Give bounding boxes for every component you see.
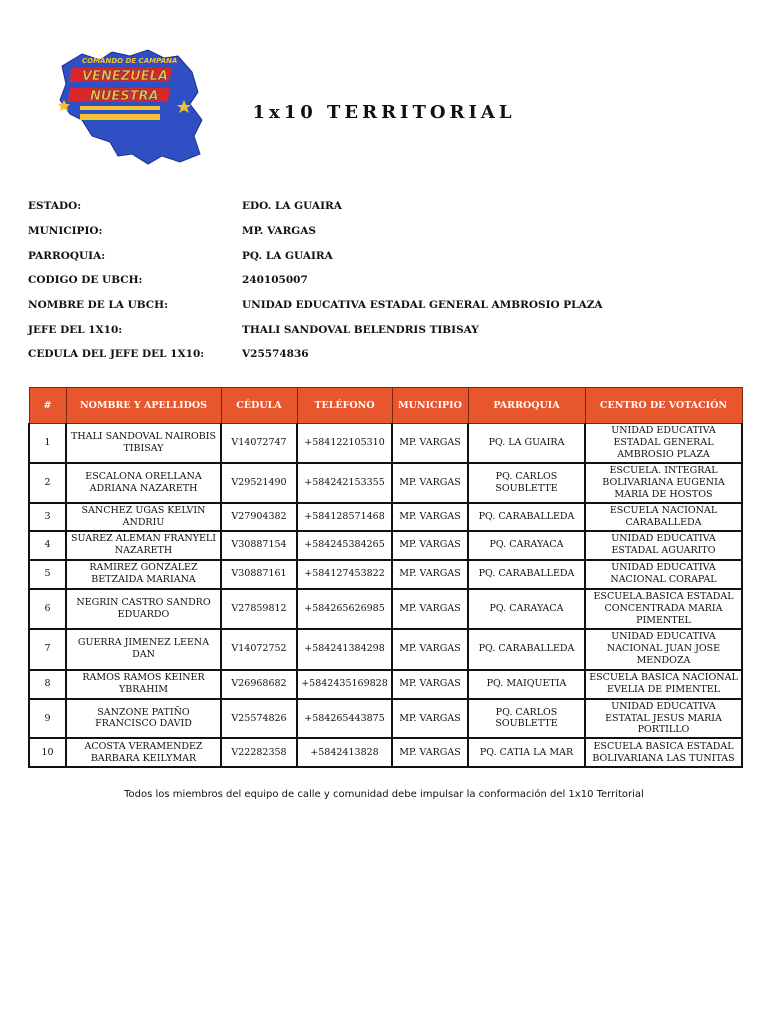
table-cell: MP. VARGAS (392, 531, 468, 560)
table-cell: PQ. CARLOS SOUBLETTE (468, 463, 585, 503)
table-cell: PQ. MAIQUETIA (468, 670, 585, 699)
info-label: NOMBRE DE LA UBCH: (28, 299, 168, 312)
info-value: MP. VARGAS (242, 225, 316, 238)
table-header-row (29, 388, 742, 424)
table-cell: +584245384265 (297, 531, 392, 560)
table-row (29, 463, 742, 503)
table-cell: PQ. CARABALLEDA (468, 629, 585, 670)
table-cell: PQ. CARAYACA (468, 589, 585, 629)
table-cell: +584128571468 (297, 503, 392, 531)
table-cell: +584241384298 (297, 629, 392, 670)
column-header: NOMBRE Y APELLIDOS (66, 388, 221, 424)
info-label: CODIGO DE UBCH: (28, 274, 143, 287)
table-cell: ESCALONA ORELLANA ADRIANA NAZARETH (66, 463, 221, 503)
table-cell: MP. VARGAS (392, 670, 468, 699)
info-row (28, 219, 748, 244)
info-value: THALI SANDOVAL BELENDRIS TIBISAY (242, 323, 479, 336)
table-cell: +584122105310 (297, 424, 392, 463)
table-cell: PQ. LA GUAIRA (468, 424, 585, 463)
table-cell: V22282358 (221, 738, 297, 767)
footer-note: Todos los miembros del equipo de calle y comunidad debe impulsar la conformación del 1x10 Territorial (124, 789, 644, 800)
table-cell: UNIDAD EDUCATIVA ESTADAL GENERAL AMBROSIO PLAZA (585, 424, 742, 463)
table-cell: MP. VARGAS (392, 424, 468, 463)
info-value: PQ. LA GUAIRA (242, 249, 333, 262)
table-cell: 1 (29, 424, 66, 463)
table-cell: 3 (29, 503, 66, 531)
table-cell: 5 (29, 560, 66, 589)
table-cell: PQ. CARABALLEDA (468, 503, 585, 531)
table-cell: GUERRA JIMENEZ LEENA DAN (66, 629, 221, 670)
info-label: CEDULA DEL JEFE DEL 1X10: (28, 348, 205, 361)
table-cell: 2 (29, 463, 66, 503)
info-row (28, 194, 748, 219)
table-cell: SANCHEZ UGAS KELVIN ANDRIU (66, 503, 221, 531)
table-cell: +584127453822 (297, 560, 392, 589)
column-header: # (29, 388, 66, 424)
table-cell: V14072747 (221, 424, 297, 463)
table-cell: 4 (29, 531, 66, 560)
table-cell: +584265626985 (297, 589, 392, 629)
table-cell: ESCUELA BASICA NACIONAL EVELIA DE PIMENTEL (585, 670, 742, 699)
column-header: MUNICIPIO (392, 388, 468, 424)
table-row (29, 629, 742, 670)
info-label: ESTADO: (28, 200, 82, 213)
table-cell: +5842413828 (297, 738, 392, 767)
document-title: 1x10 TERRITORIAL (252, 102, 516, 123)
table-cell: V25574826 (221, 699, 297, 739)
table-cell: MP. VARGAS (392, 560, 468, 589)
column-header: TELÉFONO (297, 388, 392, 424)
table-cell: SUAREZ ALEMAN FRANYELI NAZARETH (66, 531, 221, 560)
table-cell: +5842435169828 (297, 670, 392, 699)
table-cell: V30887154 (221, 531, 297, 560)
table-cell: ESCUELA BASICA ESTADAL BOLIVARIANA LAS TUNITAS (585, 738, 742, 767)
logo-top-text: COMANDO DE CAMPAÑA (82, 57, 178, 65)
table-cell: MP. VARGAS (392, 589, 468, 629)
table-cell: V30887161 (221, 560, 297, 589)
table-cell: UNIDAD EDUCATIVA NACIONAL JUAN JOSE MENDOZA (585, 629, 742, 670)
table-cell: THALI SANDOVAL NAIROBIS TIBISAY (66, 424, 221, 463)
info-row (28, 243, 748, 268)
table-cell: MP. VARGAS (392, 738, 468, 767)
table-row (29, 738, 742, 767)
table-cell: UNIDAD EDUCATIVA ESTATAL JESUS MARIA PORTILLO (585, 699, 742, 739)
table-cell: ACOSTA VERAMENDEZ BARBARA KEILYMAR (66, 738, 221, 767)
table-row (29, 424, 742, 463)
table-row (29, 699, 742, 739)
table-row (29, 589, 742, 629)
table-cell: 9 (29, 699, 66, 739)
table-cell: +584265443875 (297, 699, 392, 739)
info-label: JEFE DEL 1X10: (28, 323, 123, 336)
column-header: CENTRO DE VOTACIÓN (585, 388, 742, 424)
table-cell: SANZONE PATIÑO FRANCISCO DAVID (66, 699, 221, 739)
info-row (28, 342, 748, 367)
table-cell: 8 (29, 670, 66, 699)
info-row (28, 317, 748, 342)
table-cell: RAMIREZ GONZALEZ BETZAIDA MARIANA (66, 560, 221, 589)
table-cell: MP. VARGAS (392, 629, 468, 670)
table-cell: MP. VARGAS (392, 503, 468, 531)
info-value: V25574836 (242, 348, 309, 361)
members-table (28, 387, 743, 768)
table-cell: UNIDAD EDUCATIVA NACIONAL CORAPAL (585, 560, 742, 589)
column-header: CÉDULA (221, 388, 297, 424)
info-value: EDO. LA GUAIRA (242, 200, 342, 213)
logo-line1: VENEZUELA (82, 69, 168, 84)
table-cell: V26968682 (221, 670, 297, 699)
table-cell: PQ. CARLOS SOUBLETTE (468, 699, 585, 739)
table-row (29, 531, 742, 560)
table-cell: +584242153355 (297, 463, 392, 503)
info-value: UNIDAD EDUCATIVA ESTADAL GENERAL AMBROSIO PLAZA (242, 299, 603, 312)
table-row (29, 670, 742, 699)
table-cell: 6 (29, 589, 66, 629)
table-cell: NEGRIN CASTRO SANDRO EDUARDO (66, 589, 221, 629)
table-cell: RAMOS RAMOS KEINER YBRAHIM (66, 670, 221, 699)
table-cell: V27859812 (221, 589, 297, 629)
table-cell: ESCUELA.BASICA ESTADAL CONCENTRADA MARIA PIMENTEL (585, 589, 742, 629)
table-cell: ESCUELA. INTEGRAL BOLIVARIANA EUGENIA MARIA DE HOSTOS (585, 463, 742, 503)
table-row (29, 503, 742, 531)
table-cell: V27904382 (221, 503, 297, 531)
table-row (29, 560, 742, 589)
info-row (28, 268, 748, 293)
table-cell: ESCUELA NACIONAL CARABALLEDA (585, 503, 742, 531)
info-label: PARROQUIA: (28, 249, 106, 262)
column-header: PARROQUIA (468, 388, 585, 424)
info-row (28, 293, 748, 318)
table-cell: MP. VARGAS (392, 463, 468, 503)
table-cell: UNIDAD EDUCATIVA ESTADAL AGUARITO (585, 531, 742, 560)
logo-line2: NUESTRA (90, 89, 159, 104)
table-cell: 10 (29, 738, 66, 767)
table-cell: PQ. CARAYACA (468, 531, 585, 560)
table-cell: PQ. CATIA LA MAR (468, 738, 585, 767)
info-value: 240105007 (242, 274, 308, 287)
table-cell: PQ. CARABALLEDA (468, 560, 585, 589)
table-cell: 7 (29, 629, 66, 670)
table-cell: V14072752 (221, 629, 297, 670)
info-label: MUNICIPIO: (28, 225, 103, 238)
info-section (28, 194, 748, 367)
table-cell: V29521490 (221, 463, 297, 503)
table-cell: MP. VARGAS (392, 699, 468, 739)
